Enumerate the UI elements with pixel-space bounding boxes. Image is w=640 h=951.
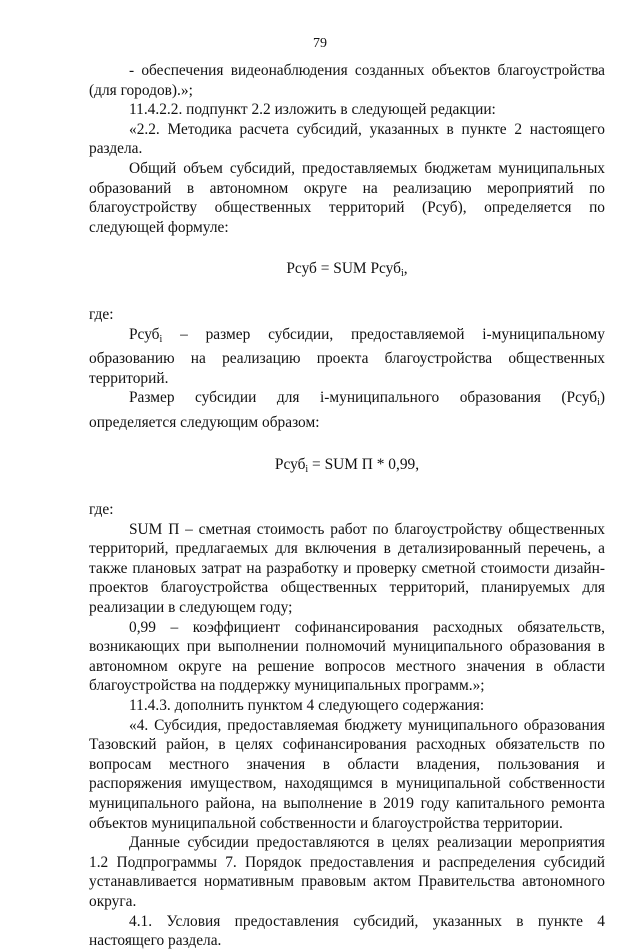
where-label-1: где: bbox=[89, 305, 114, 323]
paragraph-subsidy-size bbox=[89, 388, 605, 432]
definition-term: Рсуб bbox=[129, 325, 160, 343]
page-number: 79 bbox=[313, 36, 327, 51]
paragraph-video-surveillance: - обеспечения видеонаблюдения созданных объектов благоустройства (для городов).»; bbox=[89, 62, 605, 99]
subsidy-size-subscript: i bbox=[597, 397, 600, 409]
subsidy-size-text-end: ) определяется следующим образом: bbox=[89, 389, 605, 431]
formula-total-subsidy bbox=[89, 259, 605, 284]
paragraph-11-4-3: 11.4.3. дополнить пунктом 4 следующего содержания: bbox=[129, 697, 485, 715]
definition-rsub-i bbox=[89, 325, 605, 389]
formula-2-subscript: i bbox=[305, 463, 309, 475]
paragraph-total-subsidy: Общий объем субсидий, предоставляемых бюджетам муниципальных образований в автономном округе на реализацию мероприятий по благоустройству общественных территорий (Рсуб), определяется по следующей формуле: bbox=[89, 159, 605, 236]
paragraph-4-1-conditions: 4.1. Условия предоставления субсидий, указанных в пункте 4 настоящего раздела. bbox=[89, 912, 605, 950]
paragraph-11-4-2-2: 11.4.2.2. подпункт 2.2 изложить в следующей редакции: bbox=[129, 101, 496, 119]
paragraph-4-subsidy: «4. Субсидия, предоставляемая бюджету муниципального образования Тазовский район, в целях софинансирования расходных обязательств по вопросам местного значения в области владения, пользования и распоряжения имуществом, находящимся в муниципальной собственности муниципального района, на выполнение в 2019 году капитального ремонта объектов муниципальной собственности и благоустройства территории. bbox=[89, 716, 605, 832]
formula-2-end: = SUM П * 0,99, bbox=[308, 455, 420, 473]
subsidy-size-text-start: Размер субсидии для i-муниципального образования (Рсуб bbox=[129, 389, 598, 407]
formula-1-subscript: i bbox=[400, 268, 404, 280]
where-label-2: где: bbox=[89, 501, 114, 519]
definition-text: – размер субсидии, предоставляемой i-муниципальному образованию на реализацию проекта благоустройства общественных территорий. bbox=[89, 325, 605, 387]
paragraph-subsidy-purpose: Данные субсидии предоставляются в целях реализации мероприятия 1.2 Подпрограммы 7. Порядок предоставления и распределения субсидий устанавливается нормативным правовым актом Правительства автономного округа. bbox=[89, 834, 605, 910]
formula-municipal-subsidy bbox=[89, 455, 605, 480]
paragraph-2-2-heading: «2.2. Методика расчета субсидий, указанных в пункте 2 настоящего раздела. bbox=[89, 120, 605, 158]
formula-1-end: , bbox=[403, 260, 408, 278]
document-body bbox=[89, 61, 605, 951]
definition-sum-p: SUM П – сметная стоимость работ по благоустройству общественных территорий, предлагаемых для включения в детализированный перечень, а также плановых затрат на разработку и проверку сметной стоимости дизайн-проектов благоустройства общественных территорий, планируемых для реализации в следующем году; bbox=[89, 520, 605, 617]
definition-coefficient: 0,99 – коэффициент софинансирования расходных обязательств, возникающих при выполнении полномочий муниципального образования в автономном округе на решение вопросов местного значения в области благоустройства на поддержку муниципальных программ.»; bbox=[89, 618, 605, 695]
formula-2-main: Рсуб bbox=[274, 455, 306, 473]
definition-subscript: i bbox=[159, 333, 163, 345]
formula-1-main: Рсуб = SUM Рсуб bbox=[286, 260, 401, 278]
